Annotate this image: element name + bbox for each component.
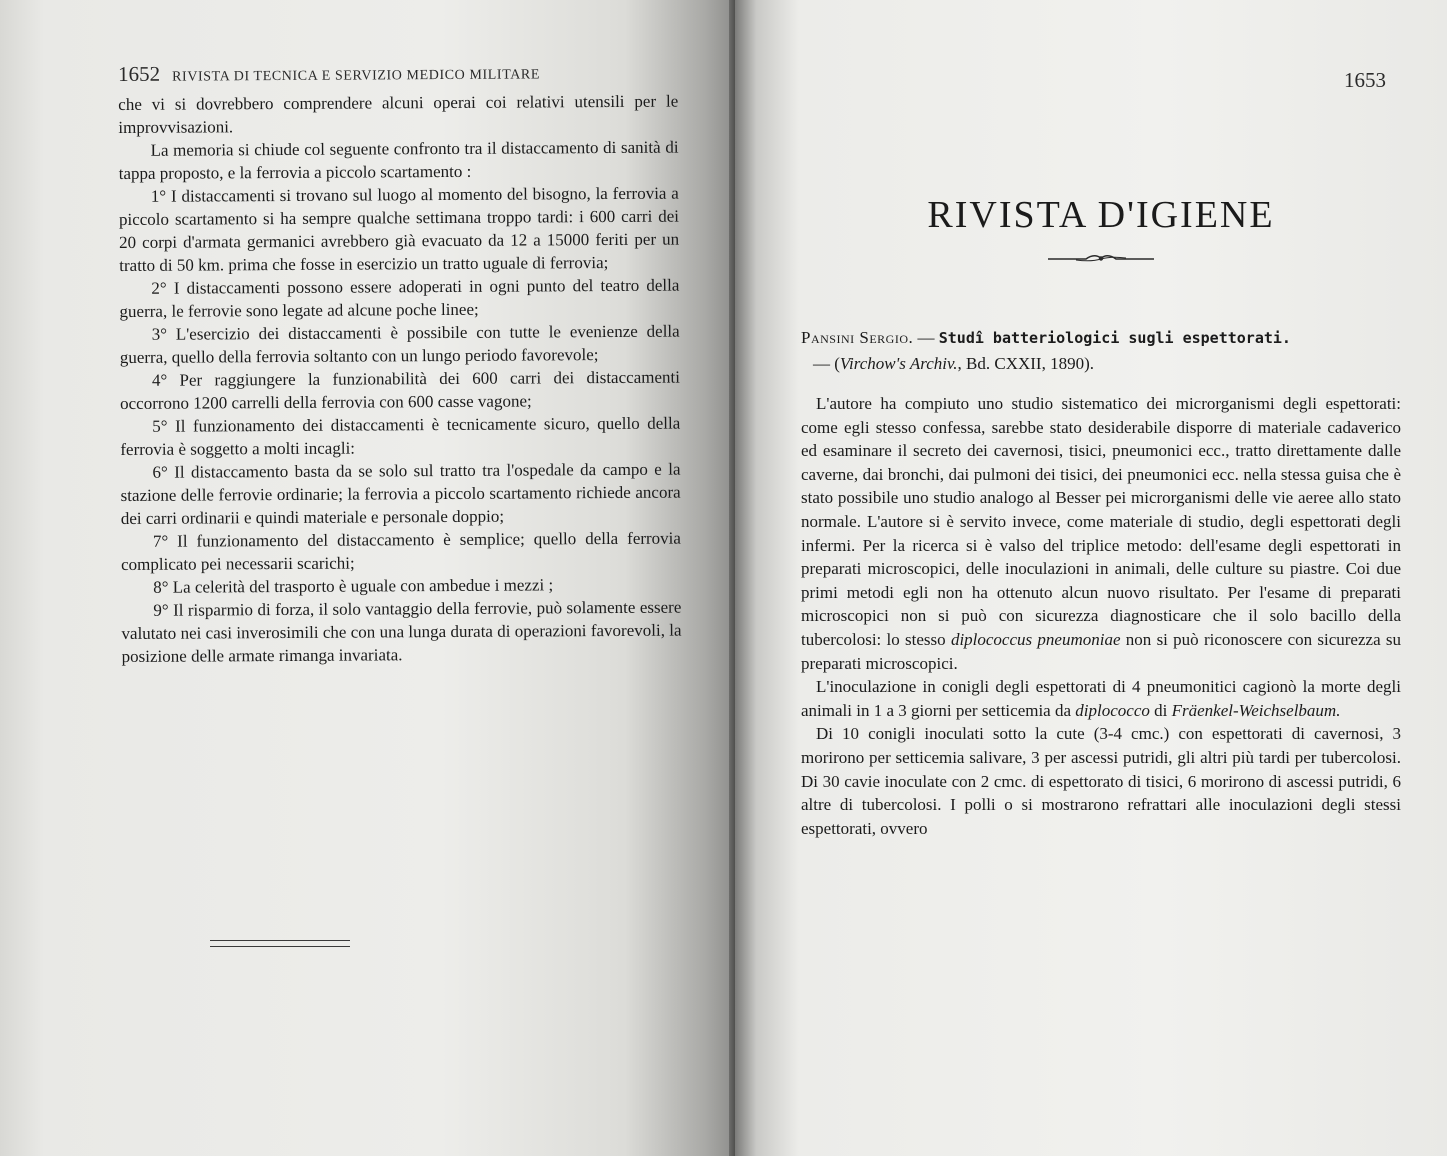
article-author: Pansini Sergio. [801, 328, 914, 347]
article-paragraph [801, 392, 1401, 675]
article-title: Studî batteriologici sugli espettorati. [938, 329, 1291, 347]
italic-term: diplococco [1075, 700, 1150, 720]
running-head-title: RIVISTA DI TECNICA E SERVIZIO MEDICO MILITARE [172, 67, 541, 85]
article-paragraph [801, 675, 1401, 722]
article-heading [801, 325, 1401, 376]
right-page [735, 0, 1447, 1156]
left-paragraph: La memoria si chiude col seguente confronto tra il distaccamento di sanità di tappa proposto, e la ferrovia a piccolo scartamento : [118, 137, 679, 183]
paragraph-text: L'autore ha compiuto uno studio sistematico dei microrganismi degli espettorati: come egli stesso confessa, sarebbe stato desiderabile disporre di materiale cadaverico ed esaminare il secreto dei cavernosi, tisici, pneumonici ecc., tratto direttamente dalle caverne, dai bronchi, dai pulmoni dei tisici, dei pneumonici ecc. nella stessa guisa che è stato possibile uno studio analogo al Besser pei microrganismi delle vie aeree allo stato normale. L'autore si è servito invece, come materiale di studio, degli espettorati degli infermi. Per la ricerca si è valso del triplice metodo: dell'esame degli espettorati in preparati microscopici, delle inoculazioni in animali, delle culture su piastre. Coi due primi metodi egli non ha ottenuto alcun nuovo risultato. Per l'esame di preparati microscopici non si può con sicurezza diagnosticare che il solo bacillo della tubercolosi: lo stesso [801, 394, 1401, 649]
list-item: 7° Il funzionamento del distaccamento è semplice; quello della ferrovia complicato pei necessarii scarichi; [121, 528, 681, 574]
right-page-content [801, 68, 1401, 840]
list-item: 9° Il risparmio di forza, il solo vantaggio della ferrovie, può solamente essere valutato nei casi inverosimili che con una lunga durata di operazioni favorevoli, la posizione delle armate rimanga invariata. [121, 597, 682, 666]
article-source [801, 351, 1401, 376]
left-paragraph: che vi si dovrebbero comprendere alcuni operai coi relativi utensili per le improvvisazioni. [118, 91, 679, 137]
paragraph-text: L'inoculazione in conigli degli espettorati di 4 pneumonitici cagionò la morte degli animali in 1 a 3 giorni per setticemia da [801, 677, 1401, 720]
list-item: 4° Per raggiungere la funzionabilità dei 600 carri dei distaccamenti occorrono 1200 carrelli della ferrovia con 600 casse vagone; [120, 367, 680, 413]
list-item: 8° La celerità del trasporto è uguale con ambedue i mezzi ; [153, 575, 554, 597]
article-paragraph: Di 10 conigli inoculati sotto la cute (3-4 cmc.) con espettorati di cavernosi, 3 morirono per setticemia salivare, 3 per ascessi putridi, gli altri più tardi per tubercolosi. Di 30 cavie inoculate con 2 cmc. di espettorato di tisici, 6 morirono di ascessi putridi, 6 altre di tubercolosi. I polli o si mostrarono refrattari alle inoculazioni degli stessi espettorati, ovvero [801, 724, 1401, 838]
italic-term: diplococcus pneumoniae [950, 629, 1121, 649]
paragraph-text: non si può riconoscere con sicurezza su preparati microscopici. [801, 629, 1402, 673]
ornament-divider [801, 247, 1401, 267]
source-journal: Virchow's Archiv. [839, 354, 958, 373]
section-end-rule [210, 940, 350, 947]
list-item: 2° I distaccamenti possono essere adoperati in ogni punto del teatro della guerra, le ferrovie sono legate ad alcune poche linee; [119, 275, 680, 321]
left-running-head [118, 59, 678, 87]
source-prefix: — ( [813, 354, 840, 373]
list-item: 3° L'esercizio dei distaccamenti è possibile con tutte le evenienze della guerra, quello della ferrovia soltanto con un lungo periodo favorevole; [119, 321, 680, 367]
section-title: RIVISTA D'IGIENE [927, 194, 1275, 236]
italic-name: Fräenkel-Weichselbaum. [1171, 700, 1341, 720]
ornament-flourish-icon [1046, 247, 1156, 267]
left-page-number: 1652 [118, 61, 161, 86]
list-item: 6° Il distaccamento basta da se solo sul tratto tra l'ospedale da campo e la stazione delle ferrovie ordinarie; la ferrovia a piccolo scartamento richiede ancora dei carri ordinarii e quindi materiale e personale doppio; [120, 459, 681, 528]
right-page-number: 1653 [1344, 68, 1386, 92]
list-item: 5° Il funzionamento dei distaccamenti è tecnicamente sicuro, quello della ferrovia è soggetto a molti incagli: [120, 413, 681, 459]
article-dash: — [913, 328, 939, 347]
list-item: 1° I distaccamenti si trovano sul luogo al momento del bisogno, la ferrovia a piccolo scartamento si ha sempre qualche settimana troppo tardi: i 600 carri dei 20 corpi d'armata germanici avrebbero già evacuato da 12 a 15000 feriti per un tratto di 50 km. prima che fosse in esercizio un tratto uguale di ferrovia; [118, 183, 680, 275]
source-details: , Bd. CXXII, 1890). [957, 354, 1094, 373]
paragraph-text: di [1149, 700, 1172, 720]
left-page-content [118, 59, 682, 668]
article-body [801, 392, 1401, 840]
